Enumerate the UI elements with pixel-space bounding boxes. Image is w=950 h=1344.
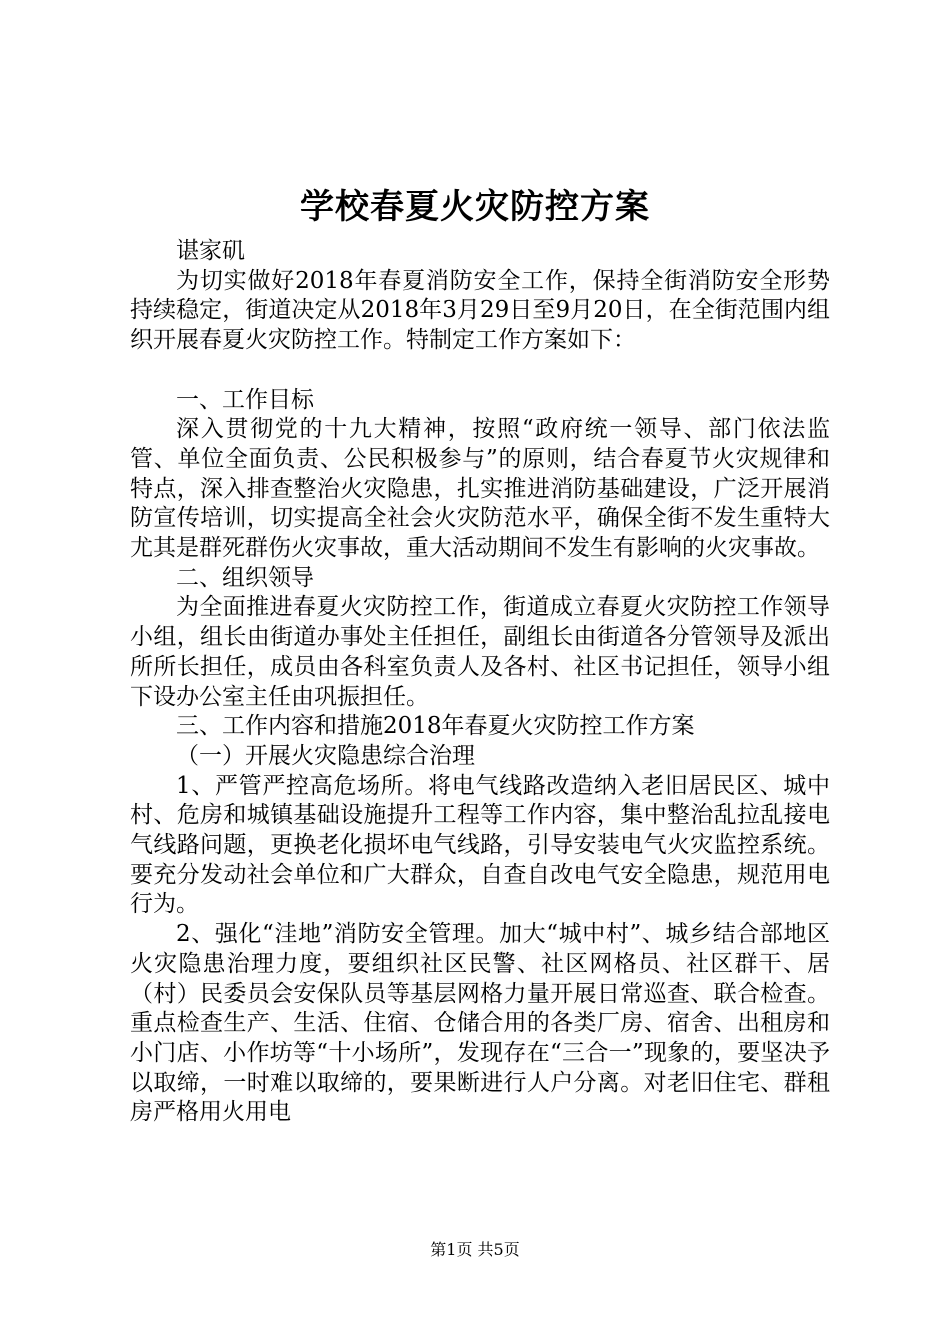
document-title: 学校春夏火灾防控方案 xyxy=(300,187,650,227)
section-heading-measures: 三、工作内容和措施2018年春夏火灾防控工作方案 xyxy=(176,713,695,740)
section-heading-leadership: 二、组织领导 xyxy=(176,564,314,591)
document-body xyxy=(130,237,830,1128)
section-heading-goals: 一、工作目标 xyxy=(176,386,314,413)
intro-paragraph: 为切实做好2018年春夏消防安全工作，保持全街消防安全形势持续稳定，街道决定从2018年3月29日至9月20日，在全街范围内组织开展春夏火灾防控工作。特制定工作方案如下： xyxy=(130,267,830,354)
leadership-paragraph: 为全面推进春夏火灾防控工作，街道成立春夏火灾防控工作领导小组，组长由街道办事处主任担任，副组长由街道各分管领导及派出所所长担任，成员由各科室负责人及各村、社区书记担任，领导小组下设办公室主任由巩振担任。 xyxy=(130,594,830,710)
subsection-heading-hazard-control: （一）开展火灾隐患综合治理 xyxy=(176,742,475,769)
author-line: 谌家矶 xyxy=(176,238,245,264)
measure-paragraph-2: 2、强化“洼地”消防安全管理。加大“城中村”、城乡结合部地区火灾隐患治理力度，要组织社区民警、社区网格员、社区群干、居（村）民委员会安保队员等基层网格力量开展日常巡查、联合检查。重点检查生产、生活、住宿、仓储合用的各类厂房、宿舍、出租房和小门店、小作坊等“十小场所”，发现存在“三合一”现象的，要坚决予以取缔，一时难以取缔的，要果断进行人户分离。对老旧住宅、群租房严格用火用电 xyxy=(130,921,830,1126)
goals-paragraph: 深入贯彻党的十九大精神，按照“政府统一领导、部门依法监管、单位全面负责、公民积极参与”的原则，结合春夏节火灾规律和特点，深入排查整治火灾隐患，扎实推进消防基础建设，广泛开展消防宣传培训，切实提高全社会火灾防范水平，确保全街不发生重特大尤其是群死群伤火灾事故，重大活动期间不发生有影响的火灾事故。 xyxy=(130,416,830,562)
page-footer: 第1页 共5页 xyxy=(430,1240,520,1259)
measure-paragraph-1: 1、严管严控高危场所。将电气线路改造纳入老旧居民区、城中村、危房和城镇基础设施提升工程等工作内容，集中整治乱拉乱接电气线路问题，更换老化损坏电气线路，引导安装电气火灾监控系统。要充分发动社会单位和广大群众，自查自改电气安全隐患，规范用电行为。 xyxy=(130,772,830,918)
